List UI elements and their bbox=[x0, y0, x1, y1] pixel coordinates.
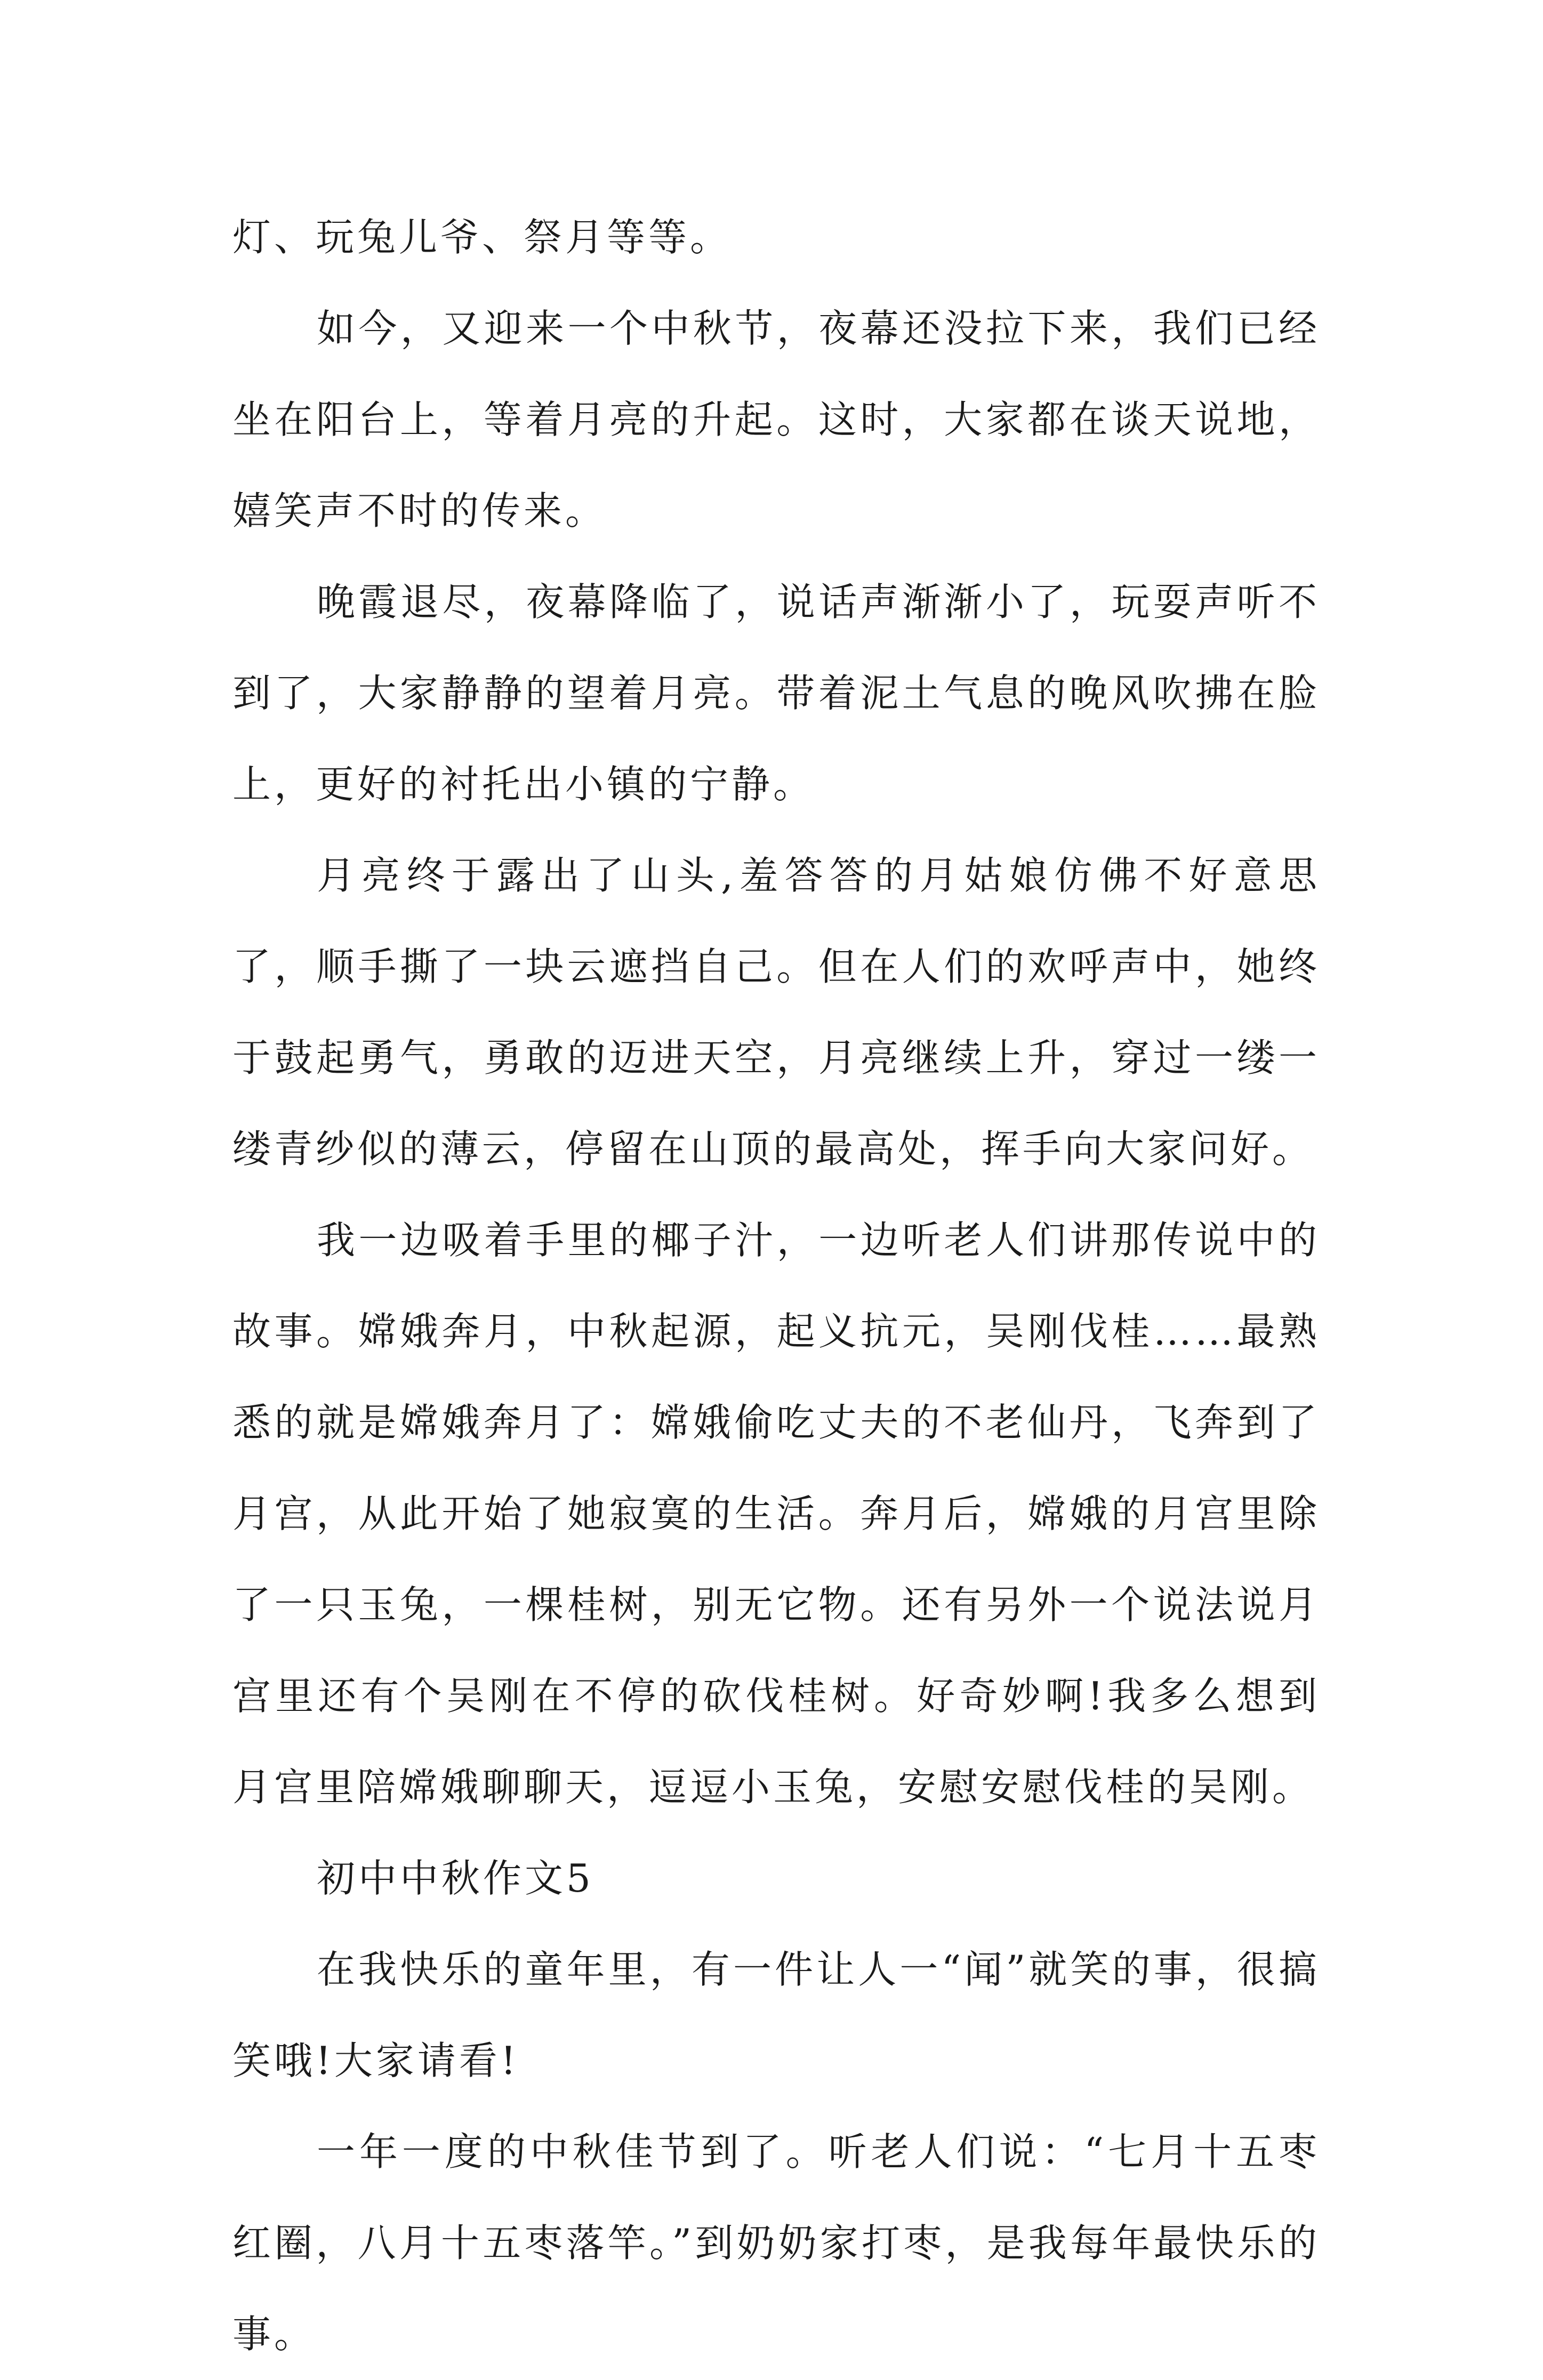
paragraph-continuation: 灯、玩兔儿爷、祭月等等。 bbox=[232, 215, 732, 260]
paragraph-legends: 我一边吸着手里的椰子汁，一边听老人们讲那传说中的故事。嫦娥奔月，中秋起源，起义抗元，吴刚伐桂……最熟悉的就是嫦娥奔月了：嫦娥偷吃丈夫的不老仙丹，飞奔到了月宫，从此开始了她寂寞的生活。奔月后，嫦娥的月宫里除了一只玉兔，一棵桂树，别无它物。还有另外一个说法说月宫里还有个吴刚在不停的砍伐桂树。好奇妙啊!我多么想到月宫里陪嫦娥聊聊天，逗逗小玉兔，安慰安慰伐桂的吴刚。 bbox=[232, 1218, 1320, 1810]
paragraph-date-picking: 一年一度的中秋佳节到了。听老人们说：“七月十五枣红圈，八月十五枣落竿。”到奶奶家打枣，是我每年最快乐的事。 bbox=[232, 2129, 1320, 2357]
section-heading: 初中中秋作文5 bbox=[317, 1856, 594, 1901]
paragraph-mid-autumn-balcony: 如今，又迎来一个中秋节，夜幕还没拉下来，我们已经坐在阳台上，等着月亮的升起。这时，大家都在谈天说地，嬉笑声不时的传来。 bbox=[232, 306, 1320, 533]
article-body bbox=[232, 192, 1320, 2380]
paragraph-childhood: 在我快乐的童年里，有一件让人一“闻”就笑的事，很搞笑哦!大家请看! bbox=[232, 1947, 1320, 2083]
paragraph-dusk: 晚霞退尽，夜幕降临了，说话声渐渐小了，玩耍声听不到了，大家静静的望着月亮。带着泥土气息的晚风吹拂在脸上，更好的衬托出小镇的宁静。 bbox=[232, 580, 1320, 807]
paragraph-moonrise: 月亮终于露出了山头,羞答答的月姑娘仿佛不好意思了，顺手撕了一块云遮挡自己。但在人们的欢呼声中，她终于鼓起勇气，勇敢的迈进天空，月亮继续上升，穿过一缕一缕青纱似的薄云，停留在山顶的最高处，挥手向大家问好。 bbox=[232, 853, 1320, 1171]
